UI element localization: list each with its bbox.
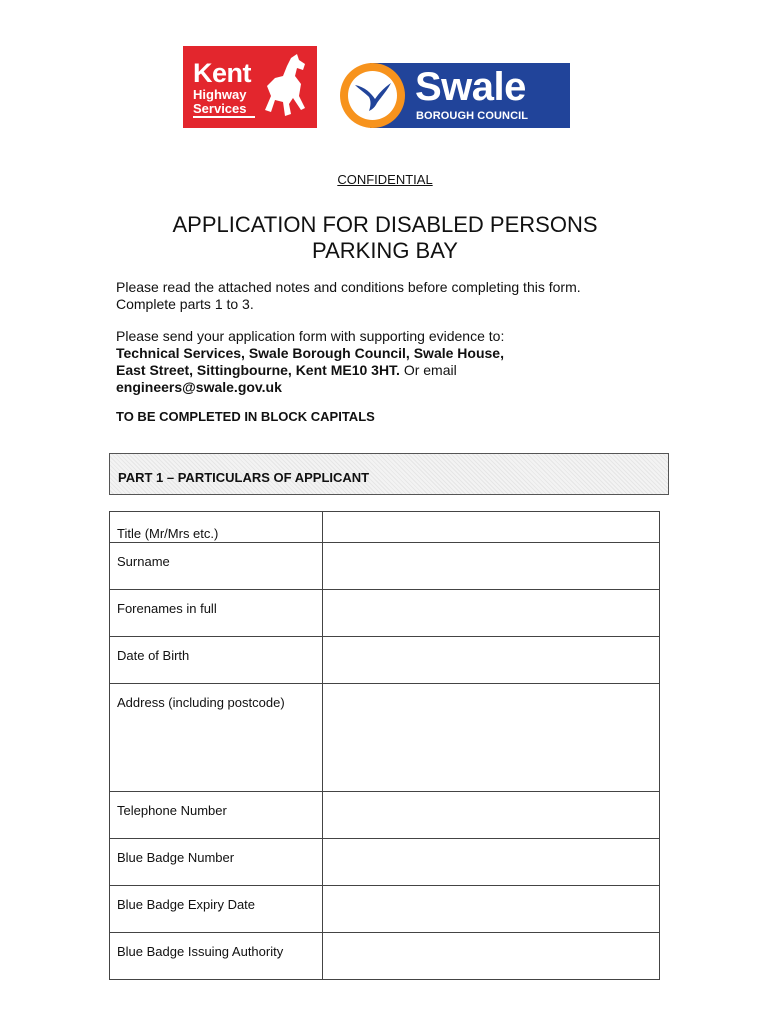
address-field[interactable] — [323, 684, 660, 792]
kent-logo-highway: Highway — [193, 87, 247, 102]
page-title-line1: APPLICATION FOR DISABLED PERSONS — [172, 212, 598, 237]
title-field[interactable] — [323, 512, 660, 543]
block-capitals-notice: TO BE COMPLETED IN BLOCK CAPITALS — [116, 409, 375, 424]
page-title-line2: PARKING BAY — [312, 238, 458, 263]
instructions-paragraph — [116, 279, 656, 313]
field-label: Blue Badge Issuing Authority — [110, 933, 323, 980]
table-row — [110, 792, 660, 839]
table-row — [110, 637, 660, 684]
instructions-line1: Please read the attached notes and conditions before completing this form. — [116, 279, 581, 295]
send-to-paragraph — [116, 328, 656, 396]
table-row — [110, 886, 660, 933]
surname-field[interactable] — [323, 543, 660, 590]
kent-logo-word: Kent — [193, 58, 251, 88]
field-label: Blue Badge Number — [110, 839, 323, 886]
table-row — [110, 590, 660, 637]
swale-borough-council-logo — [340, 63, 570, 128]
field-label: Forenames in full — [110, 590, 323, 637]
kent-highway-services-logo — [183, 46, 317, 128]
instructions-line2: Complete parts 1 to 3. — [116, 296, 254, 312]
part1-header — [109, 453, 669, 495]
swale-logo-name: Swale — [415, 65, 526, 109]
or-email-text: Or email — [399, 362, 457, 378]
field-label: Title (Mr/Mrs etc.) — [110, 512, 323, 543]
table-row — [110, 512, 660, 543]
blue-badge-authority-field[interactable] — [323, 933, 660, 980]
kent-logo-underline — [193, 116, 255, 118]
applicant-particulars-table — [109, 511, 660, 980]
table-row — [110, 839, 660, 886]
part1-heading: PART 1 – PARTICULARS OF APPLICANT — [118, 470, 370, 485]
blue-badge-number-field[interactable] — [323, 839, 660, 886]
swale-logo-circle — [340, 63, 405, 128]
table-row — [110, 543, 660, 590]
address-line2: East Street, Sittingbourne, Kent ME10 3HT. — [116, 362, 400, 378]
confidential-label: CONFIDENTIAL — [337, 172, 433, 187]
field-label: Blue Badge Expiry Date — [110, 886, 323, 933]
field-label: Telephone Number — [110, 792, 323, 839]
address-line1: Technical Services, Swale Borough Council, Swale House, — [116, 345, 504, 361]
field-label: Date of Birth — [110, 637, 323, 684]
swallow-bird-icon — [353, 79, 393, 113]
telephone-field[interactable] — [323, 792, 660, 839]
forenames-field[interactable] — [323, 590, 660, 637]
field-label: Address (including postcode) — [110, 684, 323, 792]
swale-logo-subtitle: BOROUGH COUNCIL — [416, 110, 529, 122]
blue-badge-expiry-field[interactable] — [323, 886, 660, 933]
table-row — [110, 933, 660, 980]
email-address: engineers@swale.gov.uk — [116, 379, 282, 395]
kent-logo-services: Services — [193, 101, 247, 116]
date-of-birth-field[interactable] — [323, 637, 660, 684]
white-horse-icon — [261, 52, 311, 122]
table-row — [110, 684, 660, 792]
send-to-line: Please send your application form with supporting evidence to: — [116, 328, 505, 344]
page-title — [0, 212, 770, 264]
field-label: Surname — [110, 543, 323, 590]
